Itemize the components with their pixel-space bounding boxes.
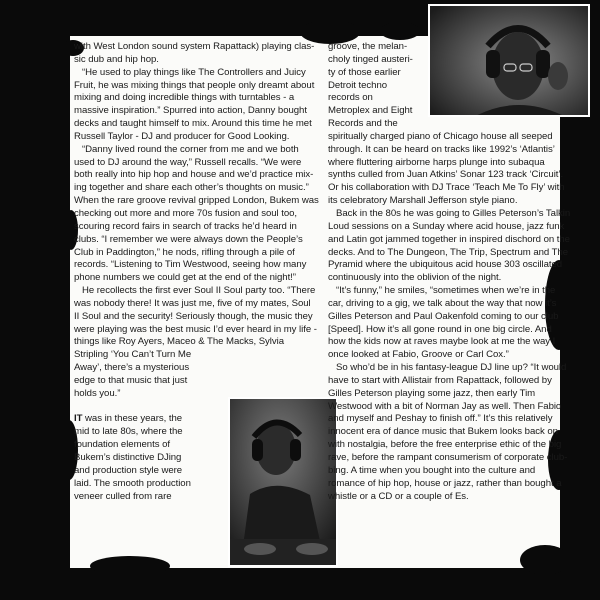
text-line: rave, before the rampant consumerism of corporate club- <box>328 452 568 463</box>
text-line: foundation elements of <box>74 439 170 451</box>
text-line: veneer culled from rare <box>74 490 172 502</box>
bottom-black-border <box>0 568 600 600</box>
text-line: things like Roy Ayers, Maceo & The Macks, Sylvia <box>74 336 284 348</box>
ink-splat <box>90 556 170 576</box>
column-left-upper-text <box>74 41 324 362</box>
column-right-wrapped-text <box>328 41 578 131</box>
text-line: Records and the <box>328 118 398 130</box>
text-line: Or his collaboration with DJ Trace ‘Teach Me To Fly’ with <box>328 182 565 194</box>
text-line: Pyramid where the ubiquitous acid house 303 oscillated <box>328 259 563 271</box>
text-line: “Danny lived round the corner from me and we both <box>82 143 299 155</box>
text-line: whistle or a CD or a couple of Es. <box>328 490 469 502</box>
text-line: massive inspiration.” Spurred into action, Danny bought <box>74 105 307 117</box>
text-line: with nostalgia, before the free enterprise ethic of the big <box>328 439 562 451</box>
text-line: mid to late 80s, where the <box>74 426 183 438</box>
text-line: clubs. “I remember we were always down the People’s <box>74 233 303 245</box>
text-line: choly tinged austeri- <box>328 53 413 65</box>
text-line: where fluttering airborne harps plunge into subaqua <box>328 156 545 168</box>
text-line: through. It can be heard on tracks like 1992’s ‘Atlantis’ <box>328 143 555 155</box>
text-line: bing. A time when you bought into the culture and <box>328 464 536 476</box>
text-line: innocent era of dance music that Bukem looks back on <box>328 426 558 438</box>
text-line: Westwood with a bit of Norman Jay as well. Then Fabio <box>328 400 562 412</box>
text-line: ty of those earlier <box>328 66 401 78</box>
text-line: Metroplex and Eight <box>328 105 413 117</box>
text-line: have to start with Allistair from Rapattack, followed by <box>328 374 552 386</box>
text-line: continuously into the oblivion of the night. <box>328 272 502 284</box>
text-line: Bukem’s distinctive DJing <box>74 452 182 463</box>
text-line: Club in Paddington,” he nods, rifling through a pile of <box>74 246 295 258</box>
text-line: Stripling ‘You Can’t Turn Me <box>74 349 192 361</box>
text-line: He recollects the first ever Soul II Soul party too. “There <box>82 285 316 297</box>
text-line: used to DJ around the way,” Russell recalls. “We were <box>74 156 302 168</box>
article-column-left <box>74 41 324 503</box>
text-line: When the rare groove revival gripped London, Bukem was <box>74 195 319 207</box>
text-line: Loud sessions on a Sunday where acid house, jazz funk <box>328 220 565 232</box>
text-line: was nobody there! It was just me, five of my mates, Soul <box>74 297 311 309</box>
text-line: Gilles Peterson playing some jazz, then early Tim <box>328 387 536 399</box>
text-line: Russell Taylor - DJ and producer for Good Looking. <box>74 130 290 142</box>
text-line: phone numbers we could get at the end of the night!” <box>74 272 296 284</box>
text-line: ing together and share each other’s thoughts on music.” <box>74 182 309 194</box>
text-line: [Speed]. How it’s all gone round in one big circle. And <box>328 323 552 335</box>
text-line: with West London sound system Rapattack) playing clas- <box>74 41 315 52</box>
text-line: and production style were <box>74 464 183 476</box>
text-line: Detroit techno <box>328 79 388 91</box>
ink-splat <box>520 545 570 575</box>
text-line: Gilles Peterson and Paul Oakenfold coming to our club <box>328 310 559 322</box>
text-line: Fruit, he was mixing things that people only dreamt about <box>74 79 315 91</box>
text-line: its celebratory Marshall Jefferson style piano. <box>328 195 518 207</box>
text-line: laid. The smooth production <box>74 477 191 489</box>
text-line: So who’d be in his fantasy-league DJ line up? “It would <box>336 362 567 374</box>
text-line: holds you.” <box>74 387 121 399</box>
left-black-border <box>0 0 70 600</box>
text-line: sic dub and hip hop. <box>74 53 159 65</box>
text-line: checking out more and more 70s fusion and soul too, <box>74 207 298 219</box>
text-line: “He used to play things like The Controllers and Juicy <box>82 66 306 78</box>
text-line: once looked at Fabio, Groove or Carl Cox.” <box>328 349 509 361</box>
text-line: records on <box>328 92 373 104</box>
text-line: II Soul and the security! Seriously though, the music they <box>74 310 313 322</box>
text-line: car, driving to a gig, we talk about the way that now it’s <box>328 297 557 309</box>
text-line: groove, the melan- <box>328 41 408 52</box>
text-line: and Latin got jammed together in inspired dischord on the <box>328 233 570 245</box>
article-column-right <box>328 41 578 503</box>
ink-splat <box>380 22 420 40</box>
text-line: decks and taught himself to mix. Around this time he met <box>74 118 312 130</box>
text-line: synths culled from Juan Atkins’ Sonar 123 track ‘Circuit’. <box>328 169 564 181</box>
text-line: romance of hip hop, house or jazz, rather than bought a <box>328 477 562 489</box>
text-line: “It’s funny,” he smiles, “sometimes when we’re in the <box>336 285 556 297</box>
text-line: and myself and Peshay to finish off.” It’s this relatively <box>328 413 553 425</box>
text-line: were playing was the best music I’d ever heard in my life - <box>74 323 317 335</box>
column-right-text <box>328 131 578 503</box>
column-left-lower-text <box>74 426 324 503</box>
text-line: scouring record fairs in search of tracks he’d heard in <box>74 220 297 232</box>
text-line: spiritually charged piano of Chicago house all seeped <box>328 130 553 142</box>
text-line: decks. And to The Dungeon, The Trip, Spectrum and The <box>328 246 569 258</box>
text-line: both really into hip hop and house and we’d practice mix- <box>74 169 314 181</box>
section-opening-line: IT was in these years, the <box>74 413 183 425</box>
text-line: records. “Listening to Tim Westwood, seeing how many <box>74 259 307 271</box>
section-drop-cap: IT <box>74 413 83 425</box>
text-line: Back in the 80s he was going to Gilles Peterson’s Talkin <box>336 207 571 219</box>
text-line: Away’, there’s a mysterious <box>74 362 190 374</box>
text-line: mixing and doing incredible things with turntables - a <box>74 92 295 104</box>
text-line: edge to that music that just <box>74 374 188 386</box>
text-line: how the kids now at raves maybe look at me the way I <box>328 336 556 348</box>
column-left-wrapped-text <box>74 362 224 401</box>
